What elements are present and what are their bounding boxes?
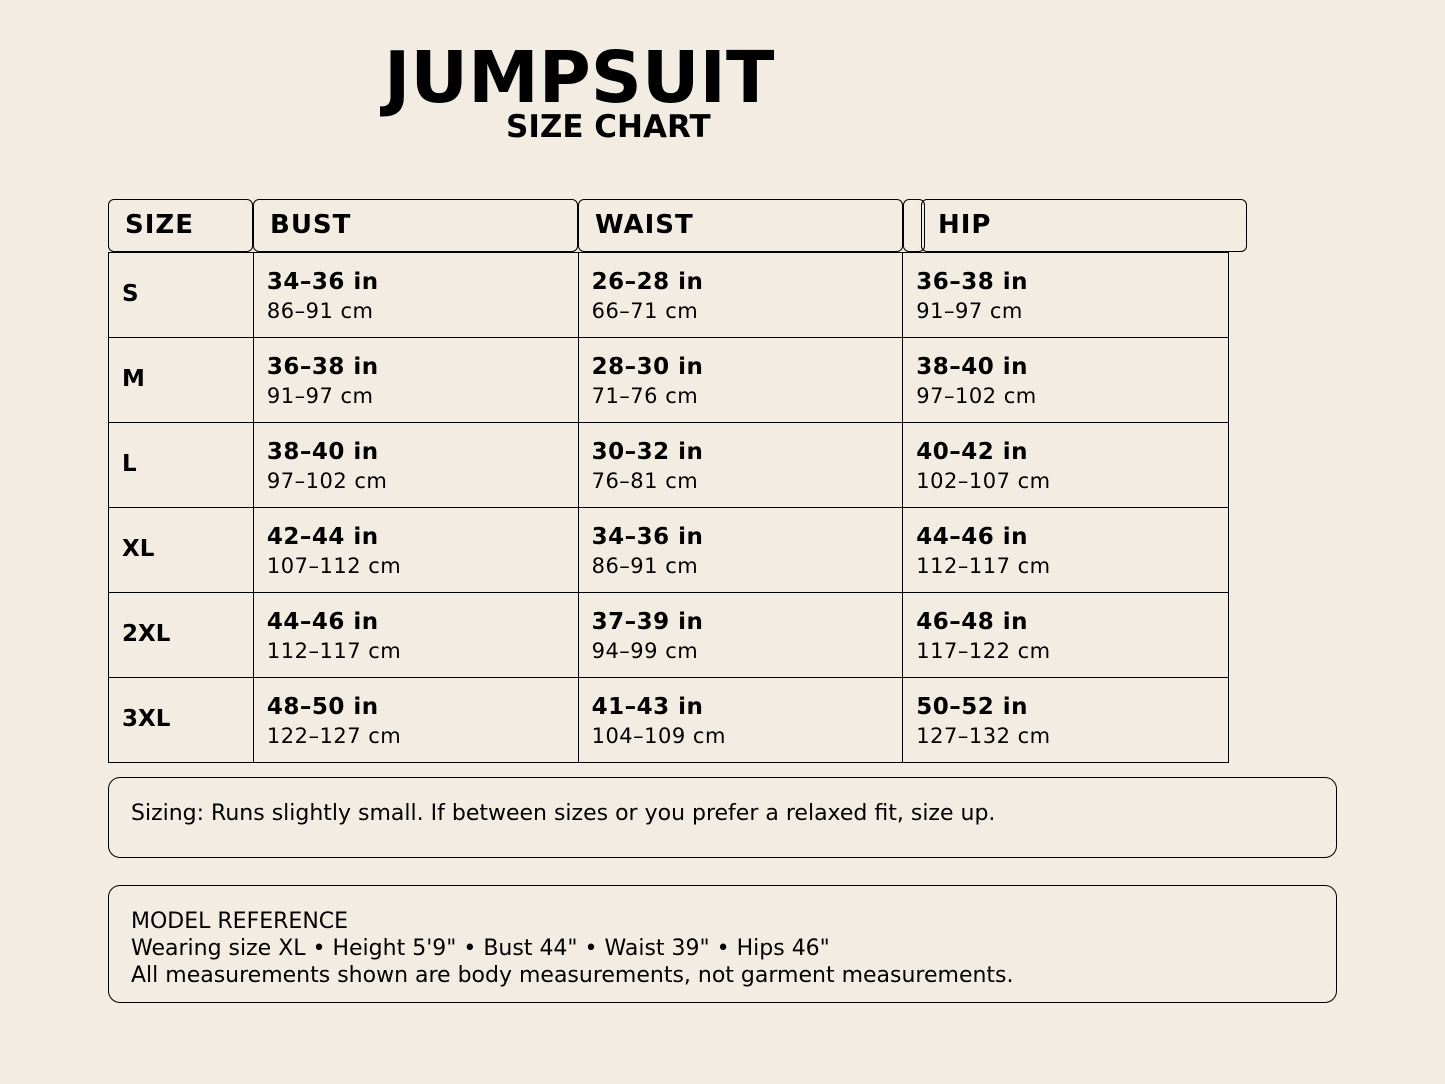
waist-cell [578, 253, 903, 338]
model-reference-details: Wearing size XL • Height 5'9" • Bust 44" • Waist 39" • Hips 46" [131, 936, 830, 961]
size-cell [109, 678, 254, 763]
bust-cell [253, 338, 578, 423]
waist-centimeters: 94–99 cm [591, 639, 699, 663]
hip-cell [903, 678, 1229, 763]
size-label: XL [122, 536, 155, 562]
waist-centimeters: 66–71 cm [591, 299, 699, 323]
waist-centimeters: 71–76 cm [591, 384, 699, 408]
size-cell [109, 253, 254, 338]
hip-cell [903, 423, 1229, 508]
hip-inches: 46–48 in [916, 609, 1029, 635]
page-title: JUMPSUIT [384, 36, 775, 119]
bust-centimeters: 91–97 cm [266, 384, 374, 408]
model-reference-box [108, 885, 1337, 1003]
table-row [109, 678, 1229, 763]
hip-cell [903, 593, 1229, 678]
column-header-size: SIZE [108, 199, 253, 252]
waist-cell [578, 678, 903, 763]
bust-inches: 34–36 in [266, 269, 379, 295]
waist-centimeters: 86–91 cm [591, 554, 699, 578]
hip-inches: 38–40 in [916, 354, 1029, 380]
size-cell [109, 508, 254, 593]
bust-inches: 42–44 in [266, 524, 379, 550]
bust-centimeters: 97–102 cm [266, 469, 388, 493]
table-row [109, 508, 1229, 593]
waist-inches: 26–28 in [591, 269, 704, 295]
hip-cell [903, 508, 1229, 593]
hip-cell [903, 253, 1229, 338]
waist-centimeters: 76–81 cm [591, 469, 699, 493]
bust-inches: 48–50 in [266, 694, 379, 720]
table-row [109, 338, 1229, 423]
hip-inches: 40–42 in [916, 439, 1029, 465]
waist-cell [578, 508, 903, 593]
table-row [109, 253, 1229, 338]
hip-inches: 44–46 in [916, 524, 1029, 550]
size-label: M [122, 366, 145, 392]
column-header-bust: BUST [253, 199, 578, 252]
size-label: L [122, 451, 137, 477]
size-cell [109, 338, 254, 423]
size-label: S [122, 281, 139, 307]
bust-centimeters: 112–117 cm [266, 639, 402, 663]
sizing-note-box [108, 777, 1337, 858]
waist-inches: 34–36 in [591, 524, 704, 550]
size-label: 2XL [122, 621, 171, 647]
hip-centimeters: 102–107 cm [916, 469, 1051, 493]
bust-centimeters: 86–91 cm [266, 299, 374, 323]
waist-centimeters: 104–109 cm [591, 724, 726, 748]
waist-cell [578, 338, 903, 423]
table-row [109, 593, 1229, 678]
waist-cell [578, 593, 903, 678]
column-header-waist: WAIST [578, 199, 903, 252]
hip-centimeters: 117–122 cm [916, 639, 1051, 663]
waist-inches: 41–43 in [591, 694, 704, 720]
hip-inches: 36–38 in [916, 269, 1029, 295]
size-cell [109, 593, 254, 678]
bust-centimeters: 122–127 cm [266, 724, 402, 748]
waist-inches: 28–30 in [591, 354, 704, 380]
bust-cell [253, 508, 578, 593]
size-label: 3XL [122, 706, 171, 732]
hip-centimeters: 112–117 cm [916, 554, 1051, 578]
page-subtitle: SIZE CHART [506, 109, 711, 145]
bust-centimeters: 107–112 cm [266, 554, 402, 578]
bust-cell [253, 253, 578, 338]
bust-inches: 44–46 in [266, 609, 379, 635]
column-header-hip: HIP [921, 199, 1247, 252]
size-cell [109, 423, 254, 508]
waist-inches: 37–39 in [591, 609, 704, 635]
model-reference-heading: MODEL REFERENCE [131, 909, 349, 934]
table-row [109, 423, 1229, 508]
hip-cell [903, 338, 1229, 423]
bust-inches: 38–40 in [266, 439, 379, 465]
hip-centimeters: 97–102 cm [916, 384, 1037, 408]
sizing-note-text: Sizing: Runs slightly small. If between sizes or you prefer a relaxed fit, size up. [131, 801, 996, 826]
hip-inches: 50–52 in [916, 694, 1029, 720]
size-table [108, 252, 1229, 763]
bust-cell [253, 423, 578, 508]
waist-inches: 30–32 in [591, 439, 704, 465]
model-reference-disclaimer: All measurements shown are body measurements, not garment measurements. [131, 963, 1014, 988]
bust-cell [253, 678, 578, 763]
waist-cell [578, 423, 903, 508]
hip-centimeters: 127–132 cm [916, 724, 1051, 748]
bust-cell [253, 593, 578, 678]
bust-inches: 36–38 in [266, 354, 379, 380]
hip-centimeters: 91–97 cm [916, 299, 1023, 323]
